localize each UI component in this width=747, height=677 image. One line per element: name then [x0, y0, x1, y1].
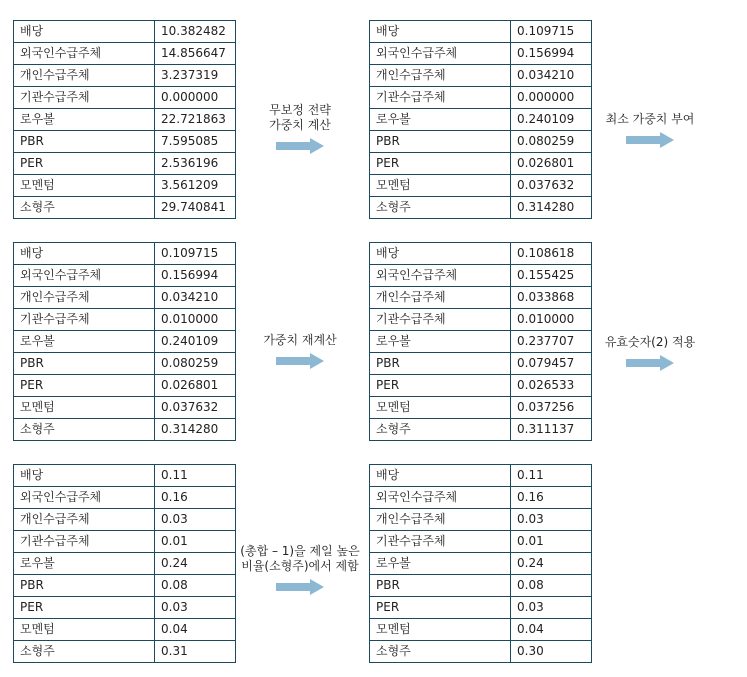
step-label-line: 가중치 계산	[269, 118, 331, 132]
table-row	[370, 131, 592, 153]
weight-value-cell: 7.595085	[155, 131, 236, 153]
factor-name-cell: 기관수급주체	[370, 87, 511, 109]
table-row	[14, 487, 236, 509]
table-row	[14, 131, 236, 153]
table-row	[370, 509, 592, 531]
weight-value-cell: 0.24	[155, 553, 236, 575]
factor-name-cell: PBR	[14, 353, 155, 375]
weight-value-cell: 0.11	[511, 465, 592, 487]
table-row	[14, 597, 236, 619]
factor-name-cell: 소형주	[370, 197, 511, 219]
table-row	[370, 553, 592, 575]
table-row	[14, 397, 236, 419]
weight-value-cell: 22.721863	[155, 109, 236, 131]
table-row	[14, 619, 236, 641]
factor-name-cell: 로우볼	[370, 553, 511, 575]
factor-name-cell: PER	[14, 375, 155, 397]
weight-value-cell: 0.080259	[155, 353, 236, 375]
weights-table-normalized	[369, 20, 592, 219]
weight-value-cell: 10.382482	[155, 21, 236, 43]
table-row	[14, 87, 236, 109]
weight-value-cell: 0.155425	[511, 265, 592, 287]
weight-value-cell: 0.04	[511, 619, 592, 641]
table-row	[14, 197, 236, 219]
right-arrow-icon	[626, 132, 674, 148]
table-row	[370, 65, 592, 87]
factor-name-cell: 모멘텀	[370, 175, 511, 197]
factor-name-cell: 소형주	[370, 641, 511, 663]
table-row	[14, 287, 236, 309]
weight-value-cell: 0.240109	[155, 331, 236, 353]
step-significant-digits	[590, 335, 710, 371]
table-row	[370, 197, 592, 219]
factor-name-cell: 로우볼	[370, 331, 511, 353]
factor-name-cell: 소형주	[14, 419, 155, 441]
weight-value-cell: 0.03	[511, 509, 592, 531]
weight-value-cell: 0.010000	[155, 309, 236, 331]
table-row	[14, 265, 236, 287]
table-row	[370, 331, 592, 353]
weight-value-cell: 14.856647	[155, 43, 236, 65]
table-row	[14, 641, 236, 663]
step-subtract-excess	[232, 544, 368, 595]
weight-value-cell: 0.034210	[155, 287, 236, 309]
weight-value-cell: 0.000000	[511, 87, 592, 109]
factor-name-cell: 로우볼	[370, 109, 511, 131]
table-row	[370, 353, 592, 375]
factor-name-cell: 기관수급주체	[14, 531, 155, 553]
weight-value-cell: 0.010000	[511, 309, 592, 331]
weight-value-cell: 0.01	[155, 531, 236, 553]
weight-value-cell: 0.033868	[511, 287, 592, 309]
factor-name-cell: 개인수급주체	[370, 65, 511, 87]
step-label-line: 무보정 전략	[269, 103, 331, 117]
weight-value-cell: 2.536196	[155, 153, 236, 175]
table-row	[370, 619, 592, 641]
factor-name-cell: 로우볼	[14, 331, 155, 353]
factor-name-cell: 모멘텀	[14, 397, 155, 419]
table-row	[14, 175, 236, 197]
factor-name-cell: 소형주	[14, 197, 155, 219]
factor-name-cell: PER	[370, 153, 511, 175]
factor-name-cell: 개인수급주체	[14, 509, 155, 531]
table-row	[370, 575, 592, 597]
step-label-line: 최소 가중치 부여	[605, 112, 695, 126]
factor-name-cell: 배당	[370, 21, 511, 43]
weight-value-cell: 0.037632	[155, 397, 236, 419]
weights-table-raw	[13, 20, 236, 219]
factor-name-cell: 외국인수급주체	[14, 265, 155, 287]
weight-value-cell: 0.03	[511, 597, 592, 619]
factor-name-cell: 모멘텀	[370, 397, 511, 419]
table-row	[14, 43, 236, 65]
table-row	[370, 597, 592, 619]
table-row	[370, 375, 592, 397]
table-row	[14, 419, 236, 441]
factor-name-cell: 소형주	[370, 419, 511, 441]
weight-value-cell: 0.03	[155, 509, 236, 531]
table-row	[370, 21, 592, 43]
table-row	[370, 87, 592, 109]
factor-name-cell: 외국인수급주체	[370, 43, 511, 65]
factor-name-cell: 소형주	[14, 641, 155, 663]
factor-name-cell: 모멘텀	[14, 175, 155, 197]
table-row	[370, 287, 592, 309]
factor-name-cell: PER	[14, 153, 155, 175]
weight-value-cell: 0.109715	[511, 21, 592, 43]
table-row	[14, 531, 236, 553]
weight-value-cell: 0.156994	[511, 43, 592, 65]
table-row	[370, 641, 592, 663]
table-row	[14, 65, 236, 87]
table-row	[370, 419, 592, 441]
factor-name-cell: 개인수급주체	[14, 65, 155, 87]
weight-value-cell: 0.31	[155, 641, 236, 663]
factor-name-cell: 기관수급주체	[370, 531, 511, 553]
factor-name-cell: PBR	[370, 575, 511, 597]
weight-value-cell: 0.08	[511, 575, 592, 597]
weight-value-cell: 0.108618	[511, 243, 592, 265]
weight-value-cell: 0.026801	[511, 153, 592, 175]
weights-table-final	[369, 464, 592, 663]
factor-name-cell: 배당	[14, 21, 155, 43]
step-min-weight	[590, 112, 710, 148]
weight-value-cell: 0.079457	[511, 353, 592, 375]
weight-value-cell: 0.037256	[511, 397, 592, 419]
weight-value-cell: 0.16	[155, 487, 236, 509]
table-row	[370, 175, 592, 197]
factor-name-cell: 기관수급주체	[370, 309, 511, 331]
factor-name-cell: 배당	[370, 465, 511, 487]
table-row	[370, 109, 592, 131]
step-label-line: 유효숫자(2) 적용	[604, 335, 696, 349]
weight-value-cell: 0.11	[155, 465, 236, 487]
weight-value-cell: 29.740841	[155, 197, 236, 219]
factor-name-cell: 배당	[370, 243, 511, 265]
weight-value-cell: 0.037632	[511, 175, 592, 197]
table-row	[14, 331, 236, 353]
table-row	[370, 531, 592, 553]
weight-value-cell: 0.034210	[511, 65, 592, 87]
table-row	[14, 309, 236, 331]
weight-value-cell: 3.561209	[155, 175, 236, 197]
step-weight-calc	[245, 103, 355, 154]
factor-name-cell: PER	[370, 597, 511, 619]
weight-value-cell: 0.01	[511, 531, 592, 553]
weight-value-cell: 0.314280	[511, 197, 592, 219]
weight-value-cell: 0.156994	[155, 265, 236, 287]
factor-name-cell: 외국인수급주체	[14, 487, 155, 509]
factor-name-cell: 모멘텀	[370, 619, 511, 641]
factor-name-cell: PBR	[14, 131, 155, 153]
table-row	[14, 153, 236, 175]
weights-table-min-weight	[13, 242, 236, 441]
right-arrow-icon	[626, 355, 674, 371]
table-row	[14, 553, 236, 575]
weights-table-rounded	[13, 464, 236, 663]
right-arrow-icon	[276, 353, 324, 369]
factor-name-cell: 로우볼	[14, 553, 155, 575]
weight-value-cell: 0.109715	[155, 243, 236, 265]
weight-value-cell: 0.08	[155, 575, 236, 597]
table-row	[370, 265, 592, 287]
weight-value-cell: 0.24	[511, 553, 592, 575]
factor-name-cell: 기관수급주체	[14, 87, 155, 109]
weight-value-cell: 0.237707	[511, 331, 592, 353]
weight-value-cell: 0.04	[155, 619, 236, 641]
weight-value-cell: 0.311137	[511, 419, 592, 441]
factor-name-cell: 외국인수급주체	[370, 487, 511, 509]
right-arrow-icon	[276, 579, 324, 595]
factor-name-cell: 배당	[14, 243, 155, 265]
table-row	[14, 465, 236, 487]
table-row	[14, 353, 236, 375]
weight-value-cell: 3.237319	[155, 65, 236, 87]
factor-name-cell: 개인수급주체	[370, 287, 511, 309]
weights-table-recalculated	[369, 242, 592, 441]
right-arrow-icon	[276, 138, 324, 154]
table-row	[14, 21, 236, 43]
table-row	[370, 153, 592, 175]
table-row	[370, 243, 592, 265]
factor-name-cell: 모멘텀	[14, 619, 155, 641]
factor-name-cell: PBR	[370, 353, 511, 375]
weight-value-cell: 0.240109	[511, 109, 592, 131]
table-row	[14, 575, 236, 597]
factor-name-cell: 외국인수급주체	[14, 43, 155, 65]
factor-name-cell: 로우볼	[14, 109, 155, 131]
factor-name-cell: PBR	[14, 575, 155, 597]
weight-value-cell: 0.314280	[155, 419, 236, 441]
table-row	[370, 487, 592, 509]
weight-value-cell: 0.000000	[155, 87, 236, 109]
table-row	[14, 243, 236, 265]
weight-value-cell: 0.080259	[511, 131, 592, 153]
step-label-line: (총합 – 1)을 제일 높은	[240, 544, 360, 558]
table-row	[370, 309, 592, 331]
weight-value-cell: 0.03	[155, 597, 236, 619]
table-row	[370, 397, 592, 419]
step-recalculate	[245, 333, 355, 369]
factor-name-cell: PBR	[370, 131, 511, 153]
weight-value-cell: 0.16	[511, 487, 592, 509]
step-label-line: 비율(소형주)에서 제함	[241, 559, 359, 573]
factor-name-cell: PER	[370, 375, 511, 397]
table-row	[14, 509, 236, 531]
factor-name-cell: 배당	[14, 465, 155, 487]
factor-name-cell: 개인수급주체	[370, 509, 511, 531]
step-label-line: 가중치 재계산	[263, 333, 337, 347]
factor-name-cell: 기관수급주체	[14, 309, 155, 331]
table-row	[370, 465, 592, 487]
table-row	[14, 375, 236, 397]
table-row	[370, 43, 592, 65]
weight-value-cell: 0.026533	[511, 375, 592, 397]
weight-value-cell: 0.026801	[155, 375, 236, 397]
factor-name-cell: PER	[14, 597, 155, 619]
factor-name-cell: 개인수급주체	[14, 287, 155, 309]
factor-name-cell: 외국인수급주체	[370, 265, 511, 287]
table-row	[14, 109, 236, 131]
weight-value-cell: 0.30	[511, 641, 592, 663]
